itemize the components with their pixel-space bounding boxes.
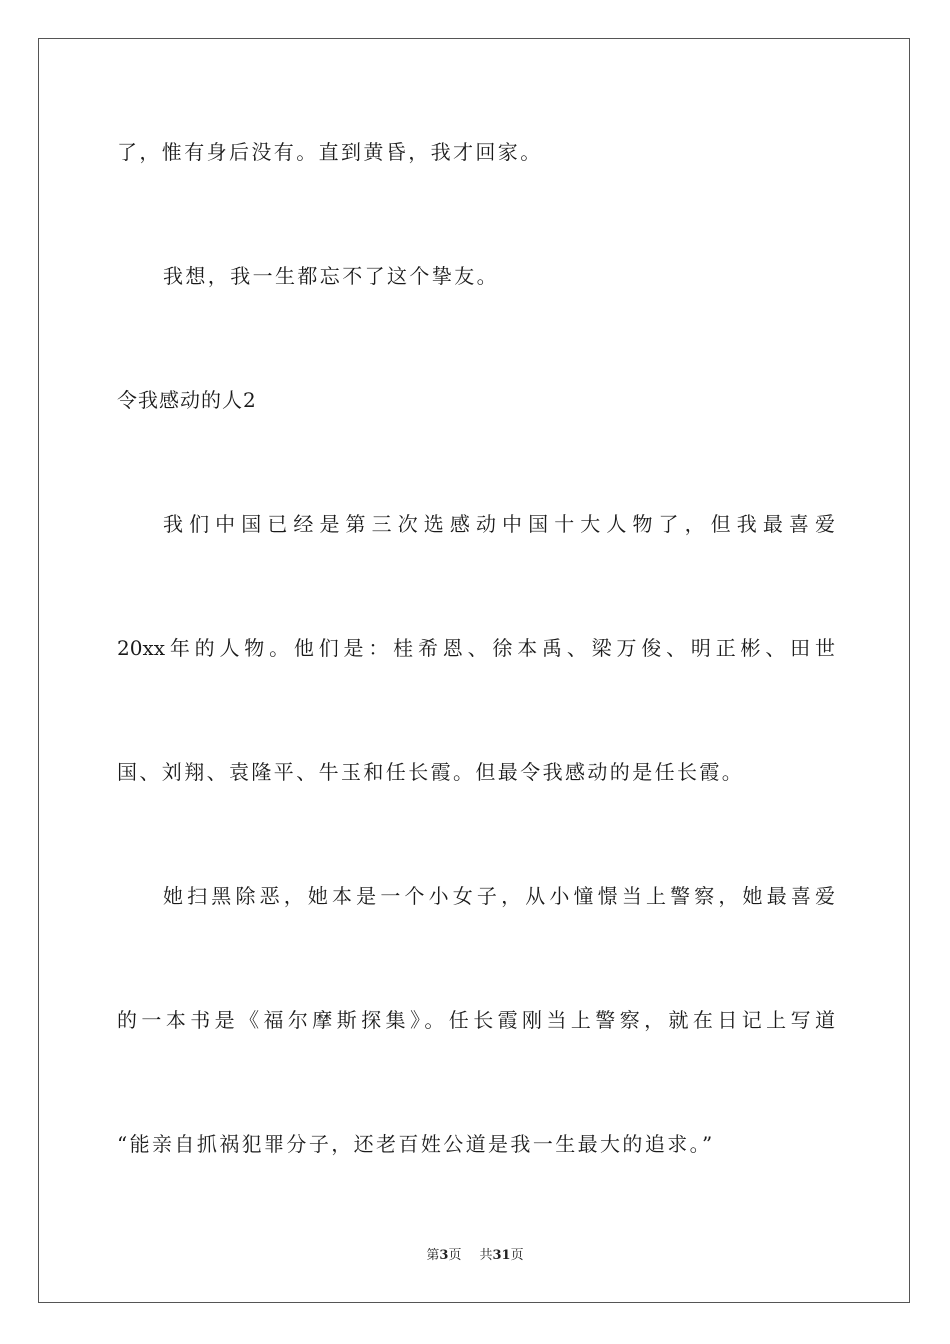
total-pages-number: 31 bbox=[492, 1248, 511, 1263]
footer-prefix: 第 bbox=[426, 1248, 440, 1263]
paragraph-line: “能亲自抓祸犯罪分子，还老百姓公道是我一生最大的追求。” bbox=[117, 1132, 715, 1156]
paragraph-line: 20xx年的人物。他们是：桂希恩、徐本禹、梁万俊、明正彬、田世 bbox=[117, 636, 835, 660]
footer-total-suffix: 页 bbox=[510, 1248, 524, 1263]
paragraph-line: 她扫黑除恶，她本是一个小女子，从小憧憬当上警察，她最喜爱 bbox=[163, 884, 835, 908]
paragraph-line: 我想，我一生都忘不了这个挚友。 bbox=[163, 264, 499, 288]
page-frame bbox=[38, 38, 910, 1303]
footer-total-prefix: 共 bbox=[479, 1248, 493, 1263]
paragraph-line: 的一本书是《福尔摩斯探集》。任长霞刚当上警察，就在日记上写道 bbox=[117, 1008, 835, 1032]
footer-page-suffix: 页 bbox=[448, 1248, 462, 1263]
current-page-number: 3 bbox=[439, 1248, 449, 1263]
paragraph-line: 国、刘翔、袁隆平、牛玉和任长霞。但最令我感动的是任长霞。 bbox=[117, 760, 745, 784]
page-footer bbox=[0, 1248, 950, 1264]
paragraph-line: 了，惟有身后没有。直到黄昏，我才回家。 bbox=[117, 140, 543, 164]
paragraph-line: 我们中国已经是第三次选感动中国十大人物了，但我最喜爱 bbox=[163, 512, 835, 536]
section-heading: 令我感动的人2 bbox=[117, 388, 257, 412]
